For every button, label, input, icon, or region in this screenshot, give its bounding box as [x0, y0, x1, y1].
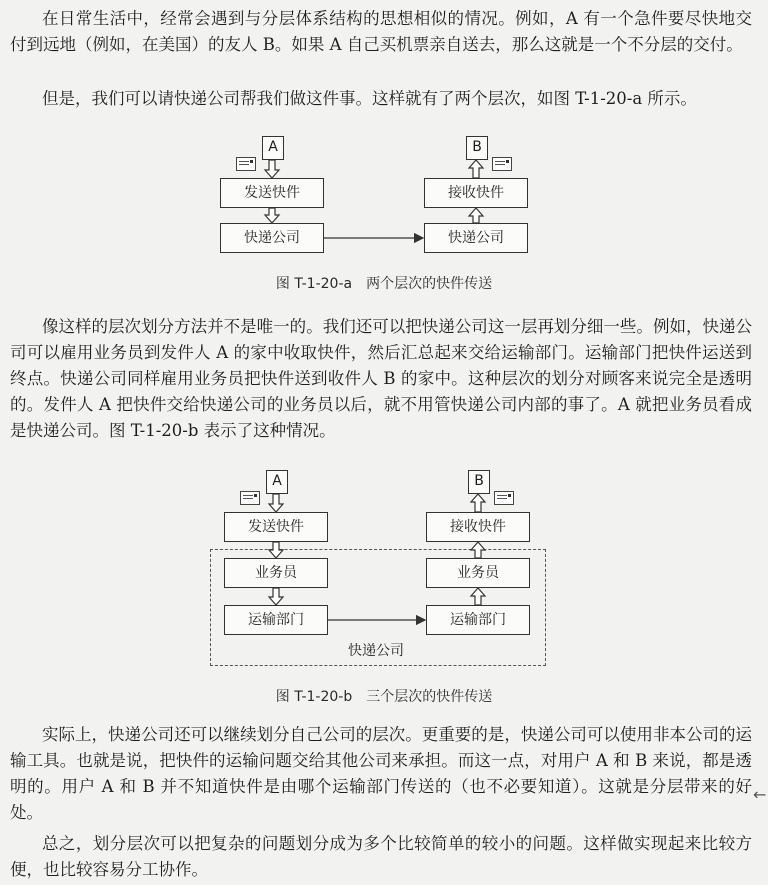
send-box: 发送快件 — [220, 178, 324, 208]
figure-a-caption: 图 T-1-20-a 两个层次的快件传送 — [275, 276, 493, 292]
clerk-box-right: 业务员 — [426, 558, 530, 588]
receiver-b: B — [466, 136, 488, 160]
down-arrow-icon — [269, 494, 283, 605]
courier-company-label: 快递公司 — [348, 643, 404, 659]
courier-box-left: 快递公司 — [220, 223, 324, 253]
transport-box-left: 运输部门 — [224, 605, 328, 635]
paragraph-transparency: 实际上，快递公司还可以继续划分自己公司的层次。更重要的是，快递公司可以使用非本公司的运输工具。也就是说，把快件的运输问题交给其他公司来承担。而这一点，对用户 A 和 B 来说，都是透明的。用户 A 和 B 并不知道快件是由哪个运输部门传送的（也不必要知道）。这就是分层带来的好处。 — [10, 725, 752, 822]
sender-a: A — [262, 136, 284, 160]
receive-box: 接收快件 — [424, 178, 528, 208]
paragraph-intro: 在日常生活中，经常会遇到与分层体系结构的思想相似的情况。例如，A 有一个急件要尽快地交付到远地（例如，在美国）的友人 B。如果 A 自己买机票亲自送去，那么这就是一个不分层的交付。 — [10, 9, 752, 54]
transport-box-right: 运输部门 — [426, 605, 530, 635]
courier-box-right: 快递公司 — [424, 223, 528, 253]
up-arrow-icon — [471, 494, 485, 605]
paragraph-summary: 总之，划分层次可以把复杂的问题划分成为多个比较简单的较小的问题。这样做实现起来比较方便，也比较容易分工协作。 — [10, 834, 752, 879]
receiver-b: B — [468, 470, 490, 494]
clerk-box-left: 业务员 — [224, 558, 328, 588]
paragraph-two-layers: 但是，我们可以请快递公司帮我们做这件事。这样就有了两个层次，如图 T-1-20-a 所示。 — [42, 89, 697, 108]
back-arrow-icon[interactable]: ← — [753, 785, 767, 804]
send-box: 发送快件 — [224, 512, 328, 542]
sender-a: A — [266, 470, 288, 494]
figure-b-caption: 图 T-1-20-b 三个层次的快件传送 — [275, 689, 493, 705]
receive-box: 接收快件 — [426, 512, 530, 542]
paragraph-subdivision: 像这样的层次划分方法并不是唯一的。我们还可以把快递公司这一层再划分细一些。例如，快递公司可以雇用业务员到发件人 A 的家中收取快件，然后汇总起来交给运输部门。运输部门把快件运送到终点。快递公司同样雇用业务员把快件送到收件人 B 的家中。这种层次的划分对顾客来说完全是透明的。发件人 A 把快件交给快递公司的业务员以后，就不用管快递公司内部的事了。A 就把业务员看成是快递公司。图 T-1-20-b 表示了这种情况。 — [10, 317, 752, 440]
